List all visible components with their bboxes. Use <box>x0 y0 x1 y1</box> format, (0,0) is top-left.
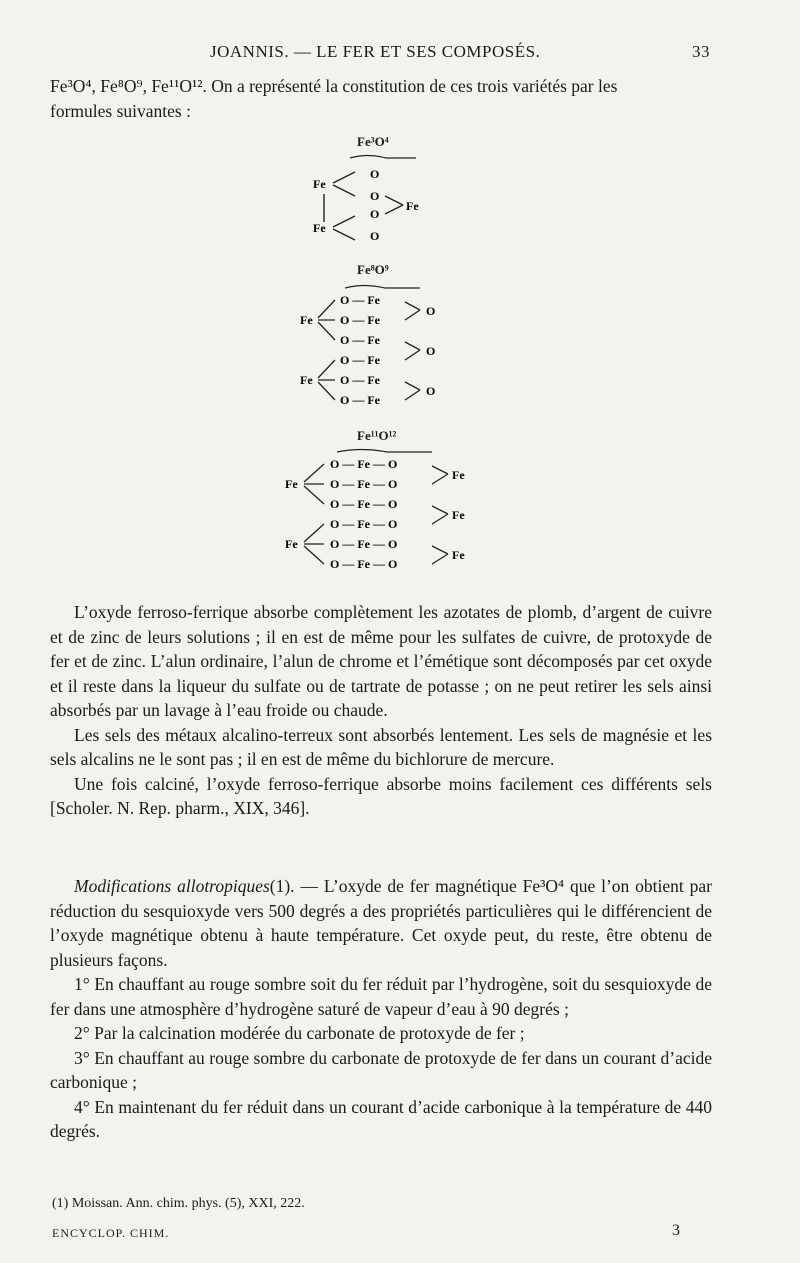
formula-fe3o4-title: Fe³O⁴ <box>357 134 389 149</box>
o-fe-o-group: O — Fe — O <box>330 557 398 571</box>
fe-label: Fe <box>452 548 465 562</box>
footnote: (1) Moissan. Ann. chim. phys. (5), XXI, 222. <box>52 1196 305 1211</box>
o-fe-o-group: O — Fe — O <box>330 477 398 491</box>
o-label: O <box>426 384 436 398</box>
o-label: O <box>370 229 380 243</box>
signature-mark: ENCYCLOP. CHIM. <box>52 1226 170 1240</box>
fe-label: Fe <box>300 313 313 327</box>
o-fe-o-group: O — Fe — O <box>330 497 398 511</box>
o-fe-group: O — Fe <box>340 313 380 327</box>
formula-fe8o9 <box>290 280 470 420</box>
fe-label: Fe <box>285 477 298 491</box>
o-fe-o-group: O — Fe — O <box>330 537 398 551</box>
section-heading: Modifications allotropiques <box>74 876 270 896</box>
method-2: 2° Par la calcination modérée du carbonate de protoxyde de fer ; <box>74 1023 525 1043</box>
paragraph-absorption: L’oxyde ferroso-ferrique absorbe complètement les azotates de plomb, d’argent de cuivre et de zinc de leurs solutions ; il en est de même pour les sulfates de cuivre, de protoxyde de fer et de zinc. L’alun ordinaire, l’alun de chrome et l’émétique sont décomposés par cet oxyde et il reste dans la liqueur du sulfate ou de tartrate de potasse ; on ne peut retirer les sels ainsi absorbés par un lavage à l’eau froide ou chaude. <box>50 602 712 720</box>
formula-fe8o9-title: Fe⁸O⁹ <box>357 262 389 277</box>
method-3: 3° En chauffant au rouge sombre du carbonate de protoxyde de fer dans un courant d’acide carbonique ; <box>50 1047 712 1092</box>
intro-line-1: Fe³O⁴, Fe⁸O⁹, Fe¹¹O¹². On a représenté la constitution de ces trois variétés par les <box>50 76 618 96</box>
method-4: 4° En maintenant du fer réduit dans un courant d’acide carbonique à la température de 440 degrés. <box>50 1096 712 1141</box>
fe-label: Fe <box>313 177 326 191</box>
fe-label: Fe <box>452 508 465 522</box>
o-fe-group: O — Fe <box>340 393 380 407</box>
paragraph-allotropic-body: (1). — L’oxyde de fer magnétique Fe³O⁴ que l’on obtient par réduction du sesquioxyde vers 500 degrés a des propriétés particulières qui le différencient de l’oxyde magnétique obtenu à haute température. Cet oxyde peut, du reste, être obtenu de plusieurs façons. <box>50 876 712 970</box>
method-1: 1° En chauffant au rouge sombre soit du fer réduit par l’hydrogène, soit du sesquioxyde de fer dans une atmosphère d’hydrogène saturé de vapeur d’eau à 90 degrés ; <box>50 974 712 1019</box>
intro-text <box>50 74 712 123</box>
fe-label: Fe <box>406 199 419 213</box>
main-text-2 <box>50 874 712 1144</box>
o-label: O <box>426 304 436 318</box>
fe-label: Fe <box>285 537 298 551</box>
o-label: O <box>370 207 380 221</box>
paragraph-allotropic <box>50 874 712 972</box>
o-label: O <box>370 167 380 181</box>
o-fe-group: O — Fe <box>340 293 380 307</box>
fe-label: Fe <box>313 221 326 235</box>
o-label: O <box>426 344 436 358</box>
o-fe-group: O — Fe <box>340 373 380 387</box>
o-label: O <box>370 189 380 203</box>
fe-label: Fe <box>300 373 313 387</box>
o-fe-group: O — Fe <box>340 333 380 347</box>
main-text-1 <box>50 600 712 821</box>
page-number: 33 <box>692 42 710 61</box>
formula-fe11o12-title: Fe¹¹O¹² <box>357 428 397 443</box>
intro-line-2: formules suivantes : <box>50 100 191 121</box>
paragraph-alkaline-salts: Les sels des métaux alcalino-terreux sont absorbés lentement. Les sels de magnésie et les sels alcalins ne le sont pas ; il en est de même du bichlorure de mercure. <box>50 724 712 769</box>
o-fe-group: O — Fe <box>340 353 380 367</box>
header-title: JOANNIS. — LE FER ET SES COMPOSÉS. <box>210 42 541 61</box>
o-fe-o-group: O — Fe — O <box>330 457 398 471</box>
signature-number: 3 <box>672 1222 680 1239</box>
o-fe-o-group: O — Fe — O <box>330 517 398 531</box>
fe-label: Fe <box>452 468 465 482</box>
paragraph-calcined: Une fois calciné, l’oxyde ferroso-ferrique absorbe moins facilement ces différents sels [Scholer. N. Rep. pharm., XIX, 346]. <box>50 773 712 818</box>
formula-fe3o4 <box>300 150 460 250</box>
formula-fe11o12 <box>282 444 482 584</box>
